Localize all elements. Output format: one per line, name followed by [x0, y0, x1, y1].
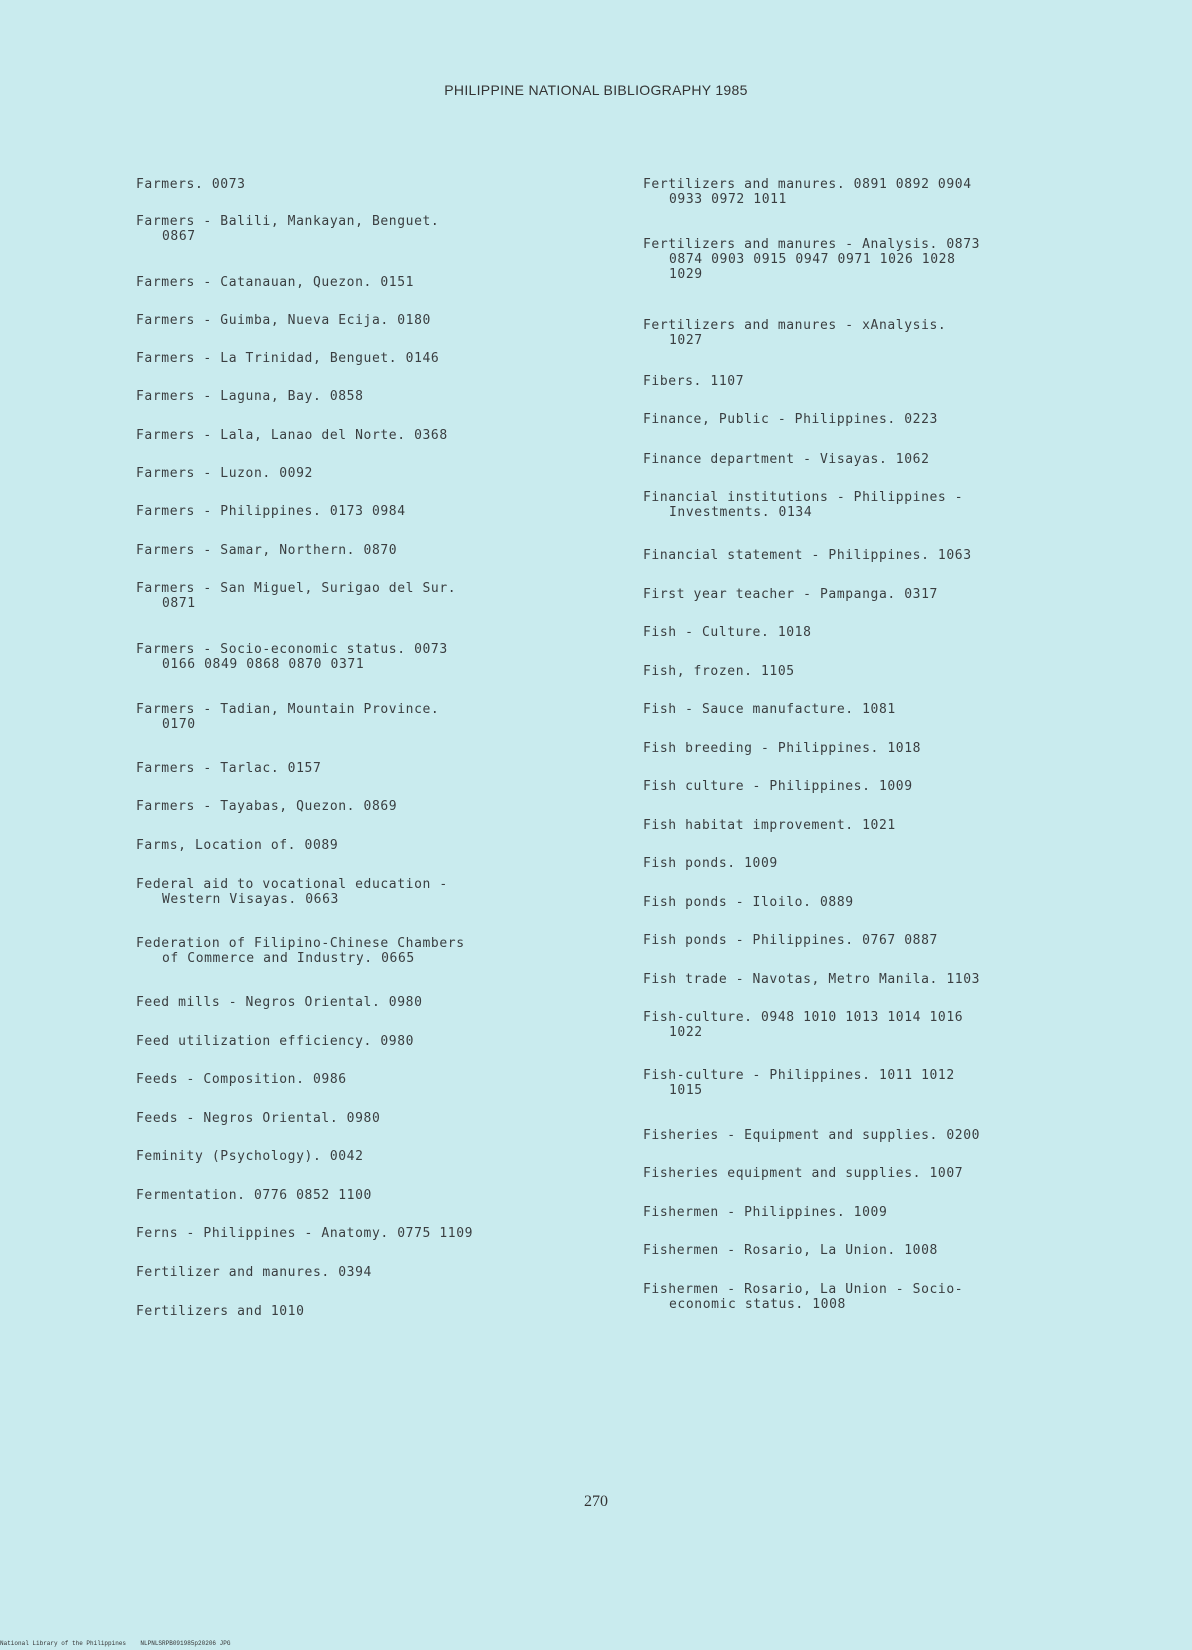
index-entry: Fish, frozen. 1105 — [643, 664, 795, 679]
index-entry: Fish culture - Philippines. 1009 — [643, 779, 913, 794]
index-entry: Farmers - Guimba, Nueva Ecija. 0180 — [136, 313, 431, 328]
index-entry: Fishermen - Rosario, La Union. 1008 — [643, 1243, 938, 1258]
index-entry: Financial statement - Philippines. 1063 — [643, 548, 972, 563]
index-entry: Feed utilization efficiency. 0980 — [136, 1034, 415, 1049]
index-entry: Feed mills - Negros Oriental. 0980 — [136, 995, 423, 1010]
page-header: PHILIPPINE NATIONAL BIBLIOGRAPHY 1985 — [444, 82, 748, 98]
index-entry: Financial institutions - Philippines - Investments. 0134 — [643, 490, 964, 520]
index-entry: Finance, Public - Philippines. 0223 — [643, 412, 938, 427]
index-entry: Farmers - Socio-economic status. 0073 0166 0849 0868 0870 0371 — [136, 642, 448, 672]
index-entry: Feeds - Composition. 0986 — [136, 1072, 347, 1087]
index-entry: Ferns - Philippines - Anatomy. 0775 1109 — [136, 1226, 474, 1241]
index-entry: Fish-culture. 0948 1010 1013 1014 1016 1022 — [643, 1010, 964, 1040]
index-entry: Fertilizers and manures. 0891 0892 0904 0933 0972 1011 — [643, 177, 972, 207]
index-entry: Federal aid to vocational education - Western Visayas. 0663 — [136, 877, 448, 907]
index-entry: Farmers - Luzon. 0092 — [136, 466, 313, 481]
index-entry: Fish-culture - Philippines. 1011 1012 1015 — [643, 1068, 955, 1098]
index-entry: Farmers - San Miguel, Surigao del Sur. 0871 — [136, 581, 457, 611]
index-entry: Fertilizer and manures. 0394 — [136, 1265, 372, 1280]
index-entry: Fish habitat improvement. 1021 — [643, 818, 896, 833]
index-entry: Farmers - Tarlac. 0157 — [136, 761, 322, 776]
index-entry: Fish ponds - Philippines. 0767 0887 — [643, 933, 938, 948]
index-entry: Farmers - Lala, Lanao del Norte. 0368 — [136, 428, 448, 443]
page-number: 270 — [584, 1493, 608, 1510]
index-entry: Fish trade - Navotas, Metro Manila. 1103 — [643, 972, 981, 987]
index-entry: Farmers - Balili, Mankayan, Benguet. 0867 — [136, 214, 440, 244]
index-entry: Farmers - Philippines. 0173 0984 — [136, 504, 406, 519]
index-entry: Fisheries - Equipment and supplies. 0200 — [643, 1128, 981, 1143]
index-entry: Farmers - Tadian, Mountain Province. 0170 — [136, 702, 440, 732]
index-entry: Fish ponds. 1009 — [643, 856, 778, 871]
index-entry: Feminity (Psychology). 0042 — [136, 1149, 364, 1164]
index-entry: Farmers - Tayabas, Quezon. 0869 — [136, 799, 398, 814]
index-entry: Fish - Culture. 1018 — [643, 625, 812, 640]
index-entry: Farmers. 0073 — [136, 177, 246, 192]
index-entry: Fish - Sauce manufacture. 1081 — [643, 702, 896, 717]
index-entry: Federation of Filipino-Chinese Chambers of Commerce and Industry. 0665 — [136, 936, 465, 966]
index-entry: Farmers - Samar, Northern. 0870 — [136, 543, 398, 558]
index-entry: Fertilizers and 1010 — [136, 1304, 305, 1319]
index-entry: Farmers - Catanauan, Quezon. 0151 — [136, 275, 415, 290]
index-entry: Fermentation. 0776 0852 1100 — [136, 1188, 372, 1203]
index-entry: Fibers. 1107 — [643, 374, 745, 389]
index-entry: Feeds - Negros Oriental. 0980 — [136, 1111, 381, 1126]
index-entry: Finance department - Visayas. 1062 — [643, 452, 930, 467]
index-entry: Farms, Location of. 0089 — [136, 838, 339, 853]
index-entry: Fish breeding - Philippines. 1018 — [643, 741, 922, 756]
scan-footer: National Library of the Philippines NLPNLSRPB091985p20206 JPG — [0, 1640, 231, 1647]
index-entry: Fishermen - Philippines. 1009 — [643, 1205, 888, 1220]
index-entry: Fisheries equipment and supplies. 1007 — [643, 1166, 964, 1181]
index-entry: Fish ponds - Iloilo. 0889 — [643, 895, 854, 910]
index-entry: Farmers - La Trinidad, Benguet. 0146 — [136, 351, 440, 366]
index-entry: Farmers - Laguna, Bay. 0858 — [136, 389, 364, 404]
index-entry: Fishermen - Rosario, La Union - Socio- economic status. 1008 — [643, 1282, 964, 1312]
index-entry: First year teacher - Pampanga. 0317 — [643, 587, 938, 602]
index-entry: Fertilizers and manures - Analysis. 0873 0874 0903 0915 0947 0971 1026 1028 1029 — [643, 237, 981, 282]
index-entry: Fertilizers and manures - xAnalysis. 1027 — [643, 318, 947, 348]
